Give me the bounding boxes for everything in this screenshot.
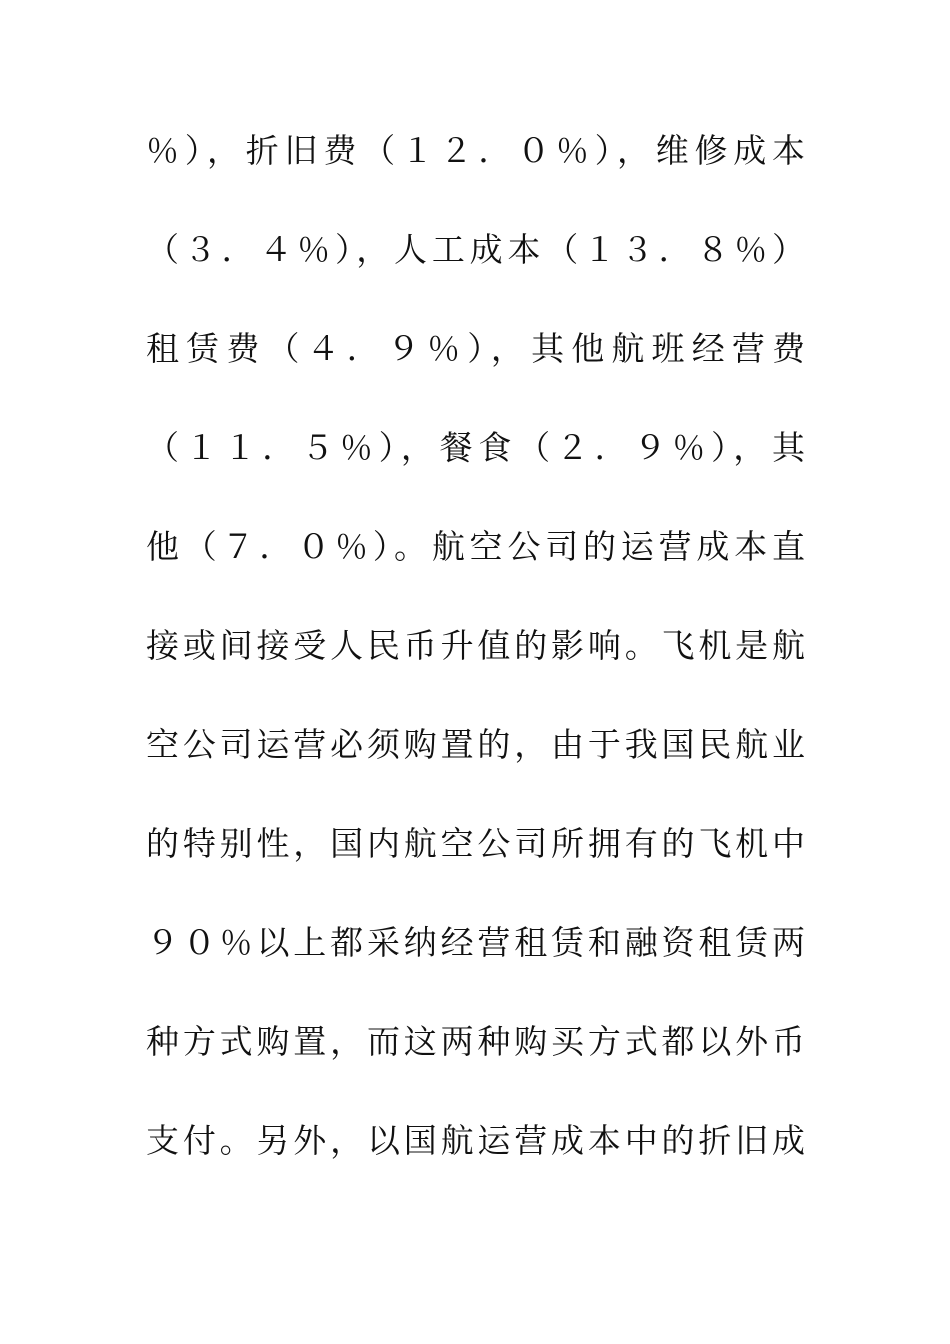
text-line: 他（７．０％）。航空公司的运营成本直	[146, 527, 806, 566]
text-line: 种方式购置，而这两种购买方式都以外币	[146, 1022, 806, 1061]
text-line: ％），折旧费（１２．０％），维修成本	[146, 131, 806, 170]
text-line: 空公司运营必须购置的，由于我国民航业	[146, 725, 806, 764]
text-line: 接或间接受人民币升值的影响。飞机是航	[146, 626, 806, 665]
text-line: 租赁费（４．９％），其他航班经营费	[146, 329, 806, 368]
text-line: （３．４％），人工成本（１３．８％）	[146, 230, 806, 269]
text-line: 的特别性，国内航空公司所拥有的飞机中	[146, 824, 806, 863]
text-line: 支付。另外，以国航运营成本中的折旧成	[146, 1121, 806, 1160]
body-text	[146, 123, 806, 1212]
text-line: ９０％以上都采纳经营租赁和融资租赁两	[146, 923, 806, 962]
text-line: （１１．５％），餐食（２．９％），其	[146, 428, 806, 467]
